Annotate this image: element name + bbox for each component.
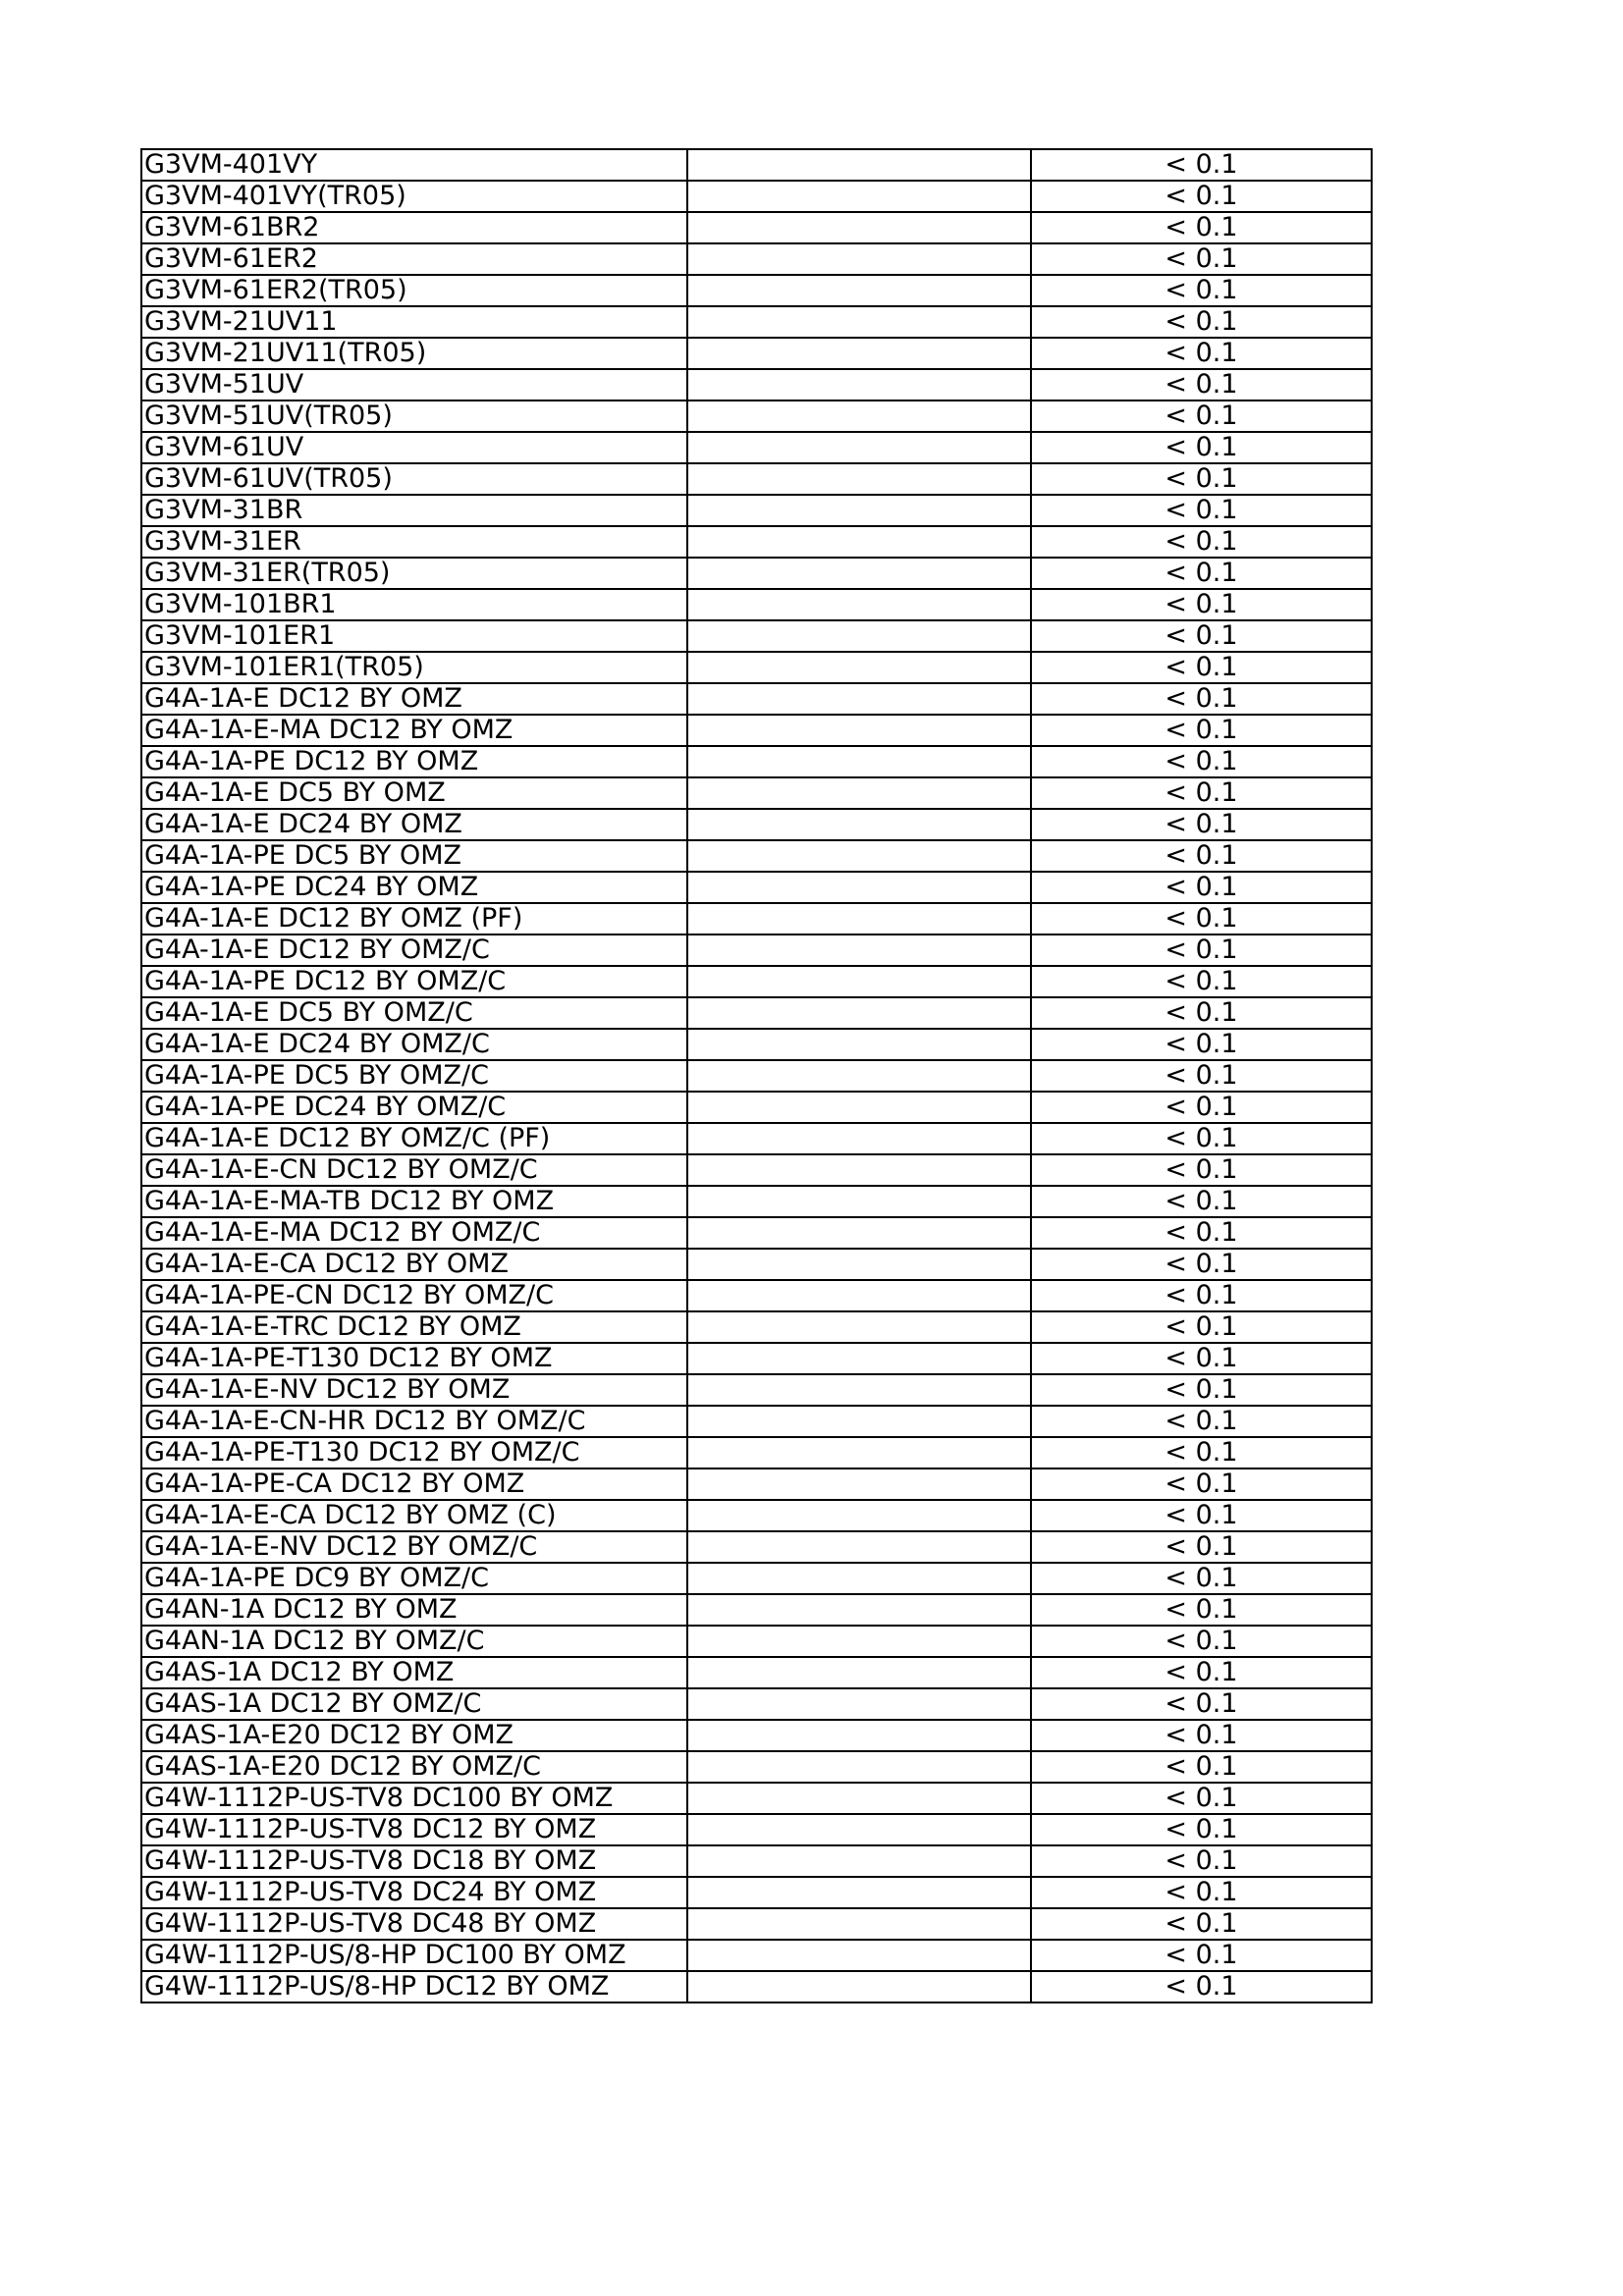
empty-cell [687, 1280, 1031, 1311]
empty-cell [687, 558, 1031, 589]
table-row [141, 1657, 1372, 1688]
table-row [141, 683, 1372, 715]
part-number-cell: G4A-1A-E-CN DC12 BY OMZ/C [141, 1154, 687, 1186]
empty-cell [687, 966, 1031, 997]
part-number-cell: G3VM-61UV(TR05) [141, 463, 687, 495]
part-number-cell: G3VM-21UV11(TR05) [141, 338, 687, 369]
table-row [141, 243, 1372, 275]
empty-cell [687, 652, 1031, 683]
table-row [141, 432, 1372, 463]
part-number-cell: G4W-1112P-US-TV8 DC24 BY OMZ [141, 1877, 687, 1908]
part-number-cell: G4A-1A-E-NV DC12 BY OMZ [141, 1374, 687, 1406]
part-number-cell: G4A-1A-PE DC12 BY OMZ/C [141, 966, 687, 997]
part-number-cell: G4W-1112P-US-TV8 DC48 BY OMZ [141, 1908, 687, 1940]
value-cell: < 0.1 [1031, 526, 1372, 558]
table-row [141, 1280, 1372, 1311]
value-cell: < 0.1 [1031, 1186, 1372, 1217]
empty-cell [687, 1751, 1031, 1783]
empty-cell [687, 1186, 1031, 1217]
empty-cell [687, 872, 1031, 903]
empty-cell [687, 1311, 1031, 1343]
empty-cell [687, 181, 1031, 212]
empty-cell [687, 243, 1031, 275]
value-cell: < 0.1 [1031, 558, 1372, 589]
part-number-cell: G3VM-61BR2 [141, 212, 687, 243]
table-row [141, 1343, 1372, 1374]
table-row [141, 872, 1372, 903]
value-cell: < 0.1 [1031, 432, 1372, 463]
empty-cell [687, 212, 1031, 243]
table-row [141, 558, 1372, 589]
empty-cell [687, 495, 1031, 526]
table-row [141, 1406, 1372, 1437]
value-cell: < 0.1 [1031, 1154, 1372, 1186]
empty-cell [687, 997, 1031, 1029]
table-row [141, 1123, 1372, 1154]
part-number-cell: G4A-1A-E-CA DC12 BY OMZ [141, 1249, 687, 1280]
empty-cell [687, 1688, 1031, 1720]
value-cell: < 0.1 [1031, 809, 1372, 840]
empty-cell [687, 1814, 1031, 1845]
part-number-cell: G4A-1A-PE-T130 DC12 BY OMZ [141, 1343, 687, 1374]
value-cell: < 0.1 [1031, 1437, 1372, 1468]
value-cell: < 0.1 [1031, 1029, 1372, 1060]
value-cell: < 0.1 [1031, 589, 1372, 620]
empty-cell [687, 526, 1031, 558]
part-number-cell: G4A-1A-PE DC9 BY OMZ/C [141, 1563, 687, 1594]
value-cell: < 0.1 [1031, 903, 1372, 934]
table-row [141, 903, 1372, 934]
empty-cell [687, 369, 1031, 400]
part-number-cell: G4A-1A-E-MA DC12 BY OMZ [141, 715, 687, 746]
part-number-cell: G3VM-31ER(TR05) [141, 558, 687, 589]
value-cell: < 0.1 [1031, 1249, 1372, 1280]
empty-cell [687, 1343, 1031, 1374]
part-number-cell: G3VM-101BR1 [141, 589, 687, 620]
empty-cell [687, 1029, 1031, 1060]
value-cell: < 0.1 [1031, 620, 1372, 652]
value-cell: < 0.1 [1031, 872, 1372, 903]
value-cell: < 0.1 [1031, 1908, 1372, 1940]
table-row [141, 652, 1372, 683]
table-row [141, 966, 1372, 997]
value-cell: < 0.1 [1031, 338, 1372, 369]
part-number-cell: G4A-1A-E DC24 BY OMZ/C [141, 1029, 687, 1060]
table-row [141, 1186, 1372, 1217]
table-row [141, 1374, 1372, 1406]
parts-table [140, 148, 1373, 2003]
value-cell: < 0.1 [1031, 1311, 1372, 1343]
table-row [141, 1720, 1372, 1751]
empty-cell [687, 683, 1031, 715]
part-number-cell: G4A-1A-E DC12 BY OMZ [141, 683, 687, 715]
table-row [141, 1783, 1372, 1814]
part-number-cell: G4A-1A-PE-T130 DC12 BY OMZ/C [141, 1437, 687, 1468]
empty-cell [687, 934, 1031, 966]
value-cell: < 0.1 [1031, 306, 1372, 338]
table-row [141, 306, 1372, 338]
table-row [141, 1940, 1372, 1971]
value-cell: < 0.1 [1031, 1845, 1372, 1877]
part-number-cell: G4AN-1A DC12 BY OMZ [141, 1594, 687, 1626]
value-cell: < 0.1 [1031, 243, 1372, 275]
part-number-cell: G4A-1A-PE-CN DC12 BY OMZ/C [141, 1280, 687, 1311]
value-cell: < 0.1 [1031, 400, 1372, 432]
empty-cell [687, 715, 1031, 746]
value-cell: < 0.1 [1031, 212, 1372, 243]
table-row [141, 1877, 1372, 1908]
part-number-cell: G4A-1A-E DC12 BY OMZ/C (PF) [141, 1123, 687, 1154]
empty-cell [687, 1500, 1031, 1531]
table-row [141, 1908, 1372, 1940]
part-number-cell: G4A-1A-E DC5 BY OMZ [141, 777, 687, 809]
empty-cell [687, 1092, 1031, 1123]
empty-cell [687, 903, 1031, 934]
table-row [141, 746, 1372, 777]
value-cell: < 0.1 [1031, 1123, 1372, 1154]
empty-cell [687, 1249, 1031, 1280]
part-number-cell: G4A-1A-E DC24 BY OMZ [141, 809, 687, 840]
part-number-cell: G4AS-1A DC12 BY OMZ/C [141, 1688, 687, 1720]
empty-cell [687, 1154, 1031, 1186]
part-number-cell: G4A-1A-E DC5 BY OMZ/C [141, 997, 687, 1029]
part-number-cell: G4W-1112P-US/8-HP DC12 BY OMZ [141, 1971, 687, 2002]
value-cell: < 0.1 [1031, 1688, 1372, 1720]
part-number-cell: G4A-1A-E-TRC DC12 BY OMZ [141, 1311, 687, 1343]
empty-cell [687, 1060, 1031, 1092]
value-cell: < 0.1 [1031, 746, 1372, 777]
part-number-cell: G3VM-101ER1(TR05) [141, 652, 687, 683]
value-cell: < 0.1 [1031, 275, 1372, 306]
table-row [141, 275, 1372, 306]
part-number-cell: G3VM-101ER1 [141, 620, 687, 652]
part-number-cell: G4A-1A-PE DC5 BY OMZ/C [141, 1060, 687, 1092]
empty-cell [687, 275, 1031, 306]
part-number-cell: G4A-1A-E-MA DC12 BY OMZ/C [141, 1217, 687, 1249]
part-number-cell: G3VM-61ER2(TR05) [141, 275, 687, 306]
part-number-cell: G3VM-31ER [141, 526, 687, 558]
empty-cell [687, 463, 1031, 495]
empty-cell [687, 1217, 1031, 1249]
part-number-cell: G4A-1A-PE DC12 BY OMZ [141, 746, 687, 777]
part-number-cell: G4A-1A-E DC12 BY OMZ (PF) [141, 903, 687, 934]
part-number-cell: G4A-1A-PE DC24 BY OMZ [141, 872, 687, 903]
empty-cell [687, 1908, 1031, 1940]
part-number-cell: G4A-1A-E-MA-TB DC12 BY OMZ [141, 1186, 687, 1217]
part-number-cell: G3VM-51UV [141, 369, 687, 400]
value-cell: < 0.1 [1031, 1971, 1372, 2002]
empty-cell [687, 1406, 1031, 1437]
value-cell: < 0.1 [1031, 1783, 1372, 1814]
empty-cell [687, 1877, 1031, 1908]
table-row [141, 1217, 1372, 1249]
value-cell: < 0.1 [1031, 1374, 1372, 1406]
part-number-cell: G3VM-61UV [141, 432, 687, 463]
part-number-cell: G3VM-401VY(TR05) [141, 181, 687, 212]
value-cell: < 0.1 [1031, 1720, 1372, 1751]
table-row [141, 181, 1372, 212]
empty-cell [687, 1531, 1031, 1563]
part-number-cell: G4W-1112P-US-TV8 DC18 BY OMZ [141, 1845, 687, 1877]
table-row [141, 715, 1372, 746]
value-cell: < 0.1 [1031, 1500, 1372, 1531]
part-number-cell: G3VM-31BR [141, 495, 687, 526]
value-cell: < 0.1 [1031, 495, 1372, 526]
value-cell: < 0.1 [1031, 1940, 1372, 1971]
table-row [141, 1060, 1372, 1092]
part-number-cell: G4A-1A-E-NV DC12 BY OMZ/C [141, 1531, 687, 1563]
empty-cell [687, 589, 1031, 620]
table-row [141, 1249, 1372, 1280]
value-cell: < 0.1 [1031, 1594, 1372, 1626]
empty-cell [687, 746, 1031, 777]
part-number-cell: G4AS-1A-E20 DC12 BY OMZ [141, 1720, 687, 1751]
part-number-cell: G4A-1A-E DC12 BY OMZ/C [141, 934, 687, 966]
table-row [141, 809, 1372, 840]
empty-cell [687, 1720, 1031, 1751]
empty-cell [687, 1468, 1031, 1500]
value-cell: < 0.1 [1031, 369, 1372, 400]
empty-cell [687, 809, 1031, 840]
empty-cell [687, 1374, 1031, 1406]
table-row [141, 997, 1372, 1029]
value-cell: < 0.1 [1031, 1814, 1372, 1845]
value-cell: < 0.1 [1031, 1563, 1372, 1594]
empty-cell [687, 400, 1031, 432]
table-row [141, 1154, 1372, 1186]
value-cell: < 0.1 [1031, 652, 1372, 683]
part-number-cell: G4W-1112P-US/8-HP DC100 BY OMZ [141, 1940, 687, 1971]
part-number-cell: G3VM-21UV11 [141, 306, 687, 338]
table-row [141, 1563, 1372, 1594]
part-number-cell: G3VM-51UV(TR05) [141, 400, 687, 432]
empty-cell [687, 1783, 1031, 1814]
empty-cell [687, 1971, 1031, 2002]
table-row [141, 212, 1372, 243]
table-row [141, 1845, 1372, 1877]
part-number-cell: G4W-1112P-US-TV8 DC12 BY OMZ [141, 1814, 687, 1845]
table-row [141, 1029, 1372, 1060]
table-row [141, 934, 1372, 966]
empty-cell [687, 1940, 1031, 1971]
empty-cell [687, 1437, 1031, 1468]
part-number-cell: G4A-1A-E-CA DC12 BY OMZ (C) [141, 1500, 687, 1531]
empty-cell [687, 432, 1031, 463]
table-row [141, 369, 1372, 400]
table-row [141, 1092, 1372, 1123]
value-cell: < 0.1 [1031, 1626, 1372, 1657]
value-cell: < 0.1 [1031, 149, 1372, 181]
table-row [141, 1468, 1372, 1500]
part-number-cell: G3VM-61ER2 [141, 243, 687, 275]
value-cell: < 0.1 [1031, 463, 1372, 495]
table-row [141, 149, 1372, 181]
table-row [141, 463, 1372, 495]
part-number-cell: G4A-1A-PE DC5 BY OMZ [141, 840, 687, 872]
part-number-cell: G4AS-1A-E20 DC12 BY OMZ/C [141, 1751, 687, 1783]
value-cell: < 0.1 [1031, 683, 1372, 715]
table-row [141, 777, 1372, 809]
value-cell: < 0.1 [1031, 1531, 1372, 1563]
part-number-cell: G4A-1A-PE DC24 BY OMZ/C [141, 1092, 687, 1123]
value-cell: < 0.1 [1031, 840, 1372, 872]
value-cell: < 0.1 [1031, 966, 1372, 997]
empty-cell [687, 149, 1031, 181]
part-number-cell: G4AS-1A DC12 BY OMZ [141, 1657, 687, 1688]
table-row [141, 400, 1372, 432]
table-row [141, 1531, 1372, 1563]
table-row [141, 526, 1372, 558]
table-row [141, 620, 1372, 652]
value-cell: < 0.1 [1031, 1406, 1372, 1437]
value-cell: < 0.1 [1031, 1217, 1372, 1249]
table-row [141, 1751, 1372, 1783]
empty-cell [687, 306, 1031, 338]
table-row [141, 1971, 1372, 2002]
value-cell: < 0.1 [1031, 1468, 1372, 1500]
table-row [141, 1688, 1372, 1720]
part-number-cell: G4AN-1A DC12 BY OMZ/C [141, 1626, 687, 1657]
table-row [141, 1594, 1372, 1626]
value-cell: < 0.1 [1031, 997, 1372, 1029]
value-cell: < 0.1 [1031, 1280, 1372, 1311]
empty-cell [687, 1657, 1031, 1688]
table-row [141, 1437, 1372, 1468]
value-cell: < 0.1 [1031, 1751, 1372, 1783]
table-row [141, 1626, 1372, 1657]
value-cell: < 0.1 [1031, 1657, 1372, 1688]
table-row [141, 1814, 1372, 1845]
empty-cell [687, 620, 1031, 652]
value-cell: < 0.1 [1031, 934, 1372, 966]
value-cell: < 0.1 [1031, 1877, 1372, 1908]
empty-cell [687, 1594, 1031, 1626]
value-cell: < 0.1 [1031, 1343, 1372, 1374]
empty-cell [687, 840, 1031, 872]
table-row [141, 1500, 1372, 1531]
value-cell: < 0.1 [1031, 715, 1372, 746]
value-cell: < 0.1 [1031, 1092, 1372, 1123]
empty-cell [687, 1626, 1031, 1657]
value-cell: < 0.1 [1031, 777, 1372, 809]
empty-cell [687, 777, 1031, 809]
part-number-cell: G4W-1112P-US-TV8 DC100 BY OMZ [141, 1783, 687, 1814]
table-row [141, 1311, 1372, 1343]
part-number-cell: G4A-1A-PE-CA DC12 BY OMZ [141, 1468, 687, 1500]
value-cell: < 0.1 [1031, 1060, 1372, 1092]
table-row [141, 840, 1372, 872]
empty-cell [687, 1563, 1031, 1594]
parts-table-body [141, 149, 1372, 2002]
table-row [141, 589, 1372, 620]
part-number-cell: G4A-1A-E-CN-HR DC12 BY OMZ/C [141, 1406, 687, 1437]
part-number-cell: G3VM-401VY [141, 149, 687, 181]
empty-cell [687, 1845, 1031, 1877]
empty-cell [687, 338, 1031, 369]
value-cell: < 0.1 [1031, 181, 1372, 212]
table-row [141, 495, 1372, 526]
empty-cell [687, 1123, 1031, 1154]
table-row [141, 338, 1372, 369]
